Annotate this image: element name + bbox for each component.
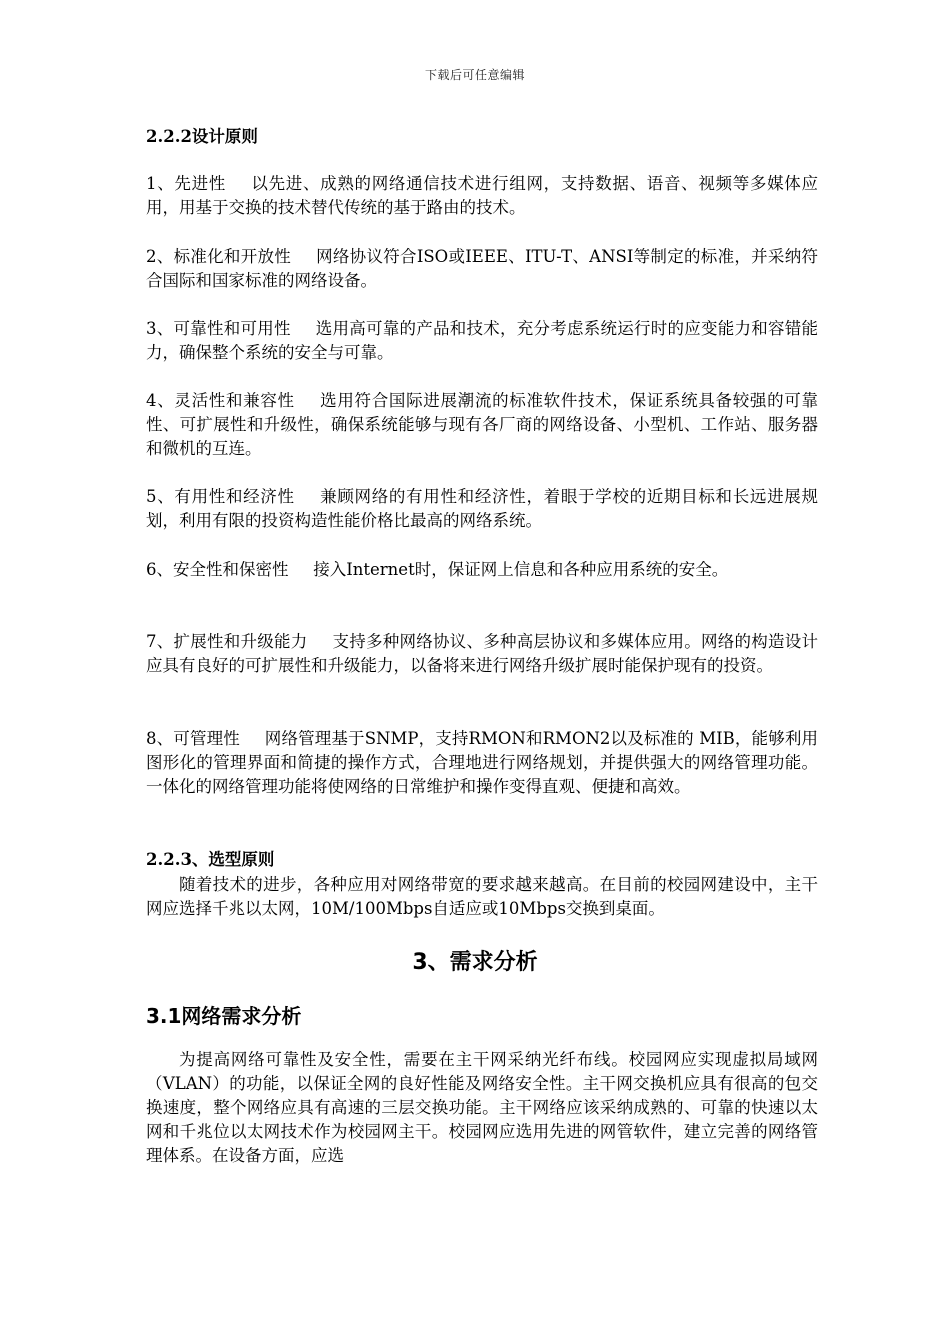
selection-principle-paragraph: 随着技术的进步，各种应用对网络带宽的要求越来越高。在目前的校园网建设中，主干网应选择千兆以太网，10M/100Mbps自适应或10Mbps交换到桌面。 xyxy=(146,875,818,918)
principle-text: 网络协议符合ISO或IEEE、ITU-T、ANSI等制定的标准，并采纳符合国际和国家标准的网络设备。 xyxy=(146,247,818,290)
page-header-note: 下载后可任意编辑 xyxy=(424,68,525,82)
section-title-3-1: 3.1网络需求分析 xyxy=(146,1004,302,1028)
principle-label: 1、先进性 xyxy=(146,174,226,193)
principle-text: 选用符合国际进展潮流的标准软件技术，保证系统具备较强的可靠性、可扩展性和升级性，确保系统能够与现有各厂商的网络设备、小型机、工作站、服务器和微机的互连。 xyxy=(146,391,819,458)
section-heading-2-2-2: 2.2.2设计原则 xyxy=(146,127,258,146)
principle-text: 接入Internet时，保证网上信息和各种应用系统的安全。 xyxy=(313,560,729,579)
principle-item-8 xyxy=(146,727,818,799)
network-requirements-paragraph: 为提高网络可靠性及安全性，需要在主干网采纳光纤布线。校园网应实现虚拟局域网（VLAN）的功能，以保证全网的良好性能及网络安全性。主干网交换机应具有很高的包交换速度，整个网络应具有高速的三层交换功能。主干网络应该采纳成熟的、可靠的快速以太网和千兆位以太网技术作为校园网主干。校园网应选用先进的网管软件，建立完善的网络管理体系。在设备方面，应选 xyxy=(146,1050,818,1165)
principle-item-3 xyxy=(146,317,818,365)
principle-text: 支持多种网络协议、多种高层协议和多媒体应用。网络的构造设计应具有良好的可扩展性和升级能力，以备将来进行网络升级扩展时能保护现有的投资。 xyxy=(146,632,818,675)
section-heading-2-2-3: 2.2.3、选型原则 xyxy=(146,850,275,869)
principle-item-7 xyxy=(146,630,818,678)
principle-label: 6、安全性和保密性 xyxy=(146,560,289,579)
principle-label: 3、可靠性和可用性 xyxy=(146,319,291,338)
principle-label: 7、扩展性和升级能力 xyxy=(146,632,308,651)
principle-label: 5、有用性和经济性 xyxy=(146,487,295,506)
chapter-title: 3、需求分析 xyxy=(412,950,538,975)
principle-item-1 xyxy=(146,172,818,220)
principle-item-5 xyxy=(146,485,818,533)
principle-label: 8、可管理性 xyxy=(146,729,240,748)
principle-text: 网络管理基于SNMP，支持RMON和RMON2以及标准的 MIB，能够利用图形化的管理界面和简捷的操作方式，合理地进行网络规划，并提供强大的网络管理功能。一体化的网络管理功能将使网络的日常维护和操作变得直观、便捷和高效。 xyxy=(146,729,818,796)
principle-label: 4、灵活性和兼容性 xyxy=(146,391,295,410)
principle-item-4 xyxy=(146,389,818,461)
principle-text: 以先进、成熟的网络通信技术进行组网，支持数据、语音、视频等多媒体应用，用基于交换的技术替代传统的基于路由的技术。 xyxy=(146,174,818,217)
principle-item-2 xyxy=(146,245,818,293)
principle-text: 选用高可靠的产品和技术，充分考虑系统运行时的应变能力和容错能力，确保整个系统的安全与可靠。 xyxy=(146,319,818,362)
principle-item-6 xyxy=(146,558,818,582)
principle-text: 兼顾网络的有用性和经济性，着眼于学校的近期目标和长远进展规划，利用有限的投资构造性能价格比最高的网络系统。 xyxy=(146,487,819,530)
principle-label: 2、标准化和开放性 xyxy=(146,247,292,266)
